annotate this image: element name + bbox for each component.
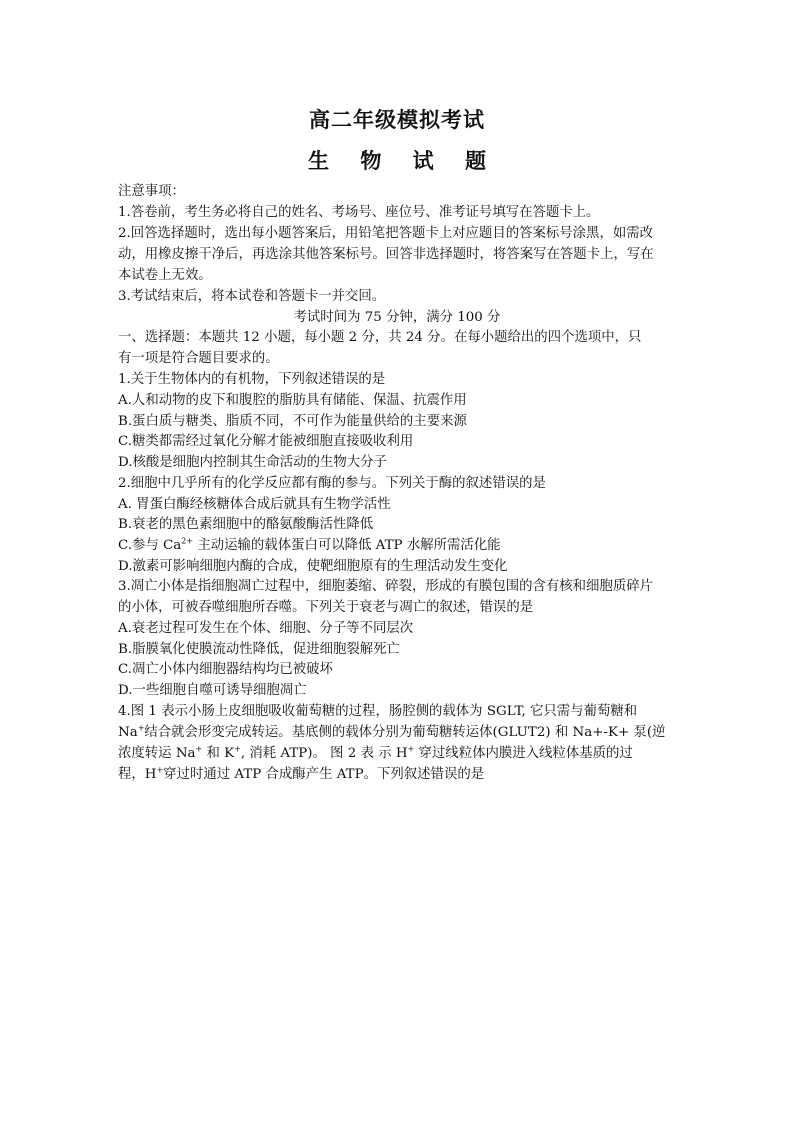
section-1-heading-line-2: 有一项是符合题目要求的。 — [118, 351, 279, 366]
question-2-option-b: B.衰老的黑色素细胞中的酪氨酸酶活性降低 — [118, 517, 374, 532]
question-4-stem-line-4 — [118, 764, 484, 785]
question-1-option-d: D.核酸是细胞内控制其生命活动的生物大分子 — [118, 455, 387, 470]
question-4-stem-line-2 — [118, 722, 665, 743]
question-3-stem-line-2: 的小体，可被吞噬细胞所吞噬。下列关于衰老与凋亡的叙述，错误的是 — [118, 600, 534, 615]
question-1-option-c: C.糖类都需经过氧化分解才能被细胞直接吸收利用 — [118, 434, 414, 449]
section-1-heading-line-1: 一、选择题：本题共 12 小题，每小题 2 分，共 24 分。在每小题给出的四个选项中，只 — [118, 330, 642, 345]
hydrogen-charge: + — [407, 744, 415, 754]
potassium-charge: + — [234, 744, 241, 754]
question-3-option-c: C.凋亡小体内细胞器结构均已被破坏 — [118, 662, 333, 677]
question-2-stem: 2.细胞中几乎所有的化学反应都有酶的参与。下列关于酶的叙述错误的是 — [118, 476, 546, 491]
question-3-option-a: A.衰老过程可发生在个体、细胞、分子等不同层次 — [118, 621, 414, 636]
question-4-stem-line-1: 4.图 1 表示小肠上皮细胞吸收葡萄糖的过程，肠腔侧的载体为 SGLT, 它只需与葡萄糖和 — [118, 704, 638, 719]
notice-item-3: 3.考试结束后，将本试卷和答题卡一并交回。 — [118, 289, 386, 304]
q4-l3-text-b: 和 K — [202, 746, 235, 761]
sodium-charge: + — [137, 723, 145, 733]
question-1-option-a: A.人和动物的皮下和腹腔的脂肪具有储能、保温、抗震作用 — [118, 393, 467, 408]
sodium-charge: + — [195, 744, 203, 754]
hydrogen-charge: + — [156, 765, 164, 775]
subject-title: 生 物 试 题 — [308, 148, 498, 173]
question-3-option-d: D.一些细胞自噬可诱导细胞凋亡 — [118, 683, 307, 698]
exam-info: 考试时间为 75 分钟，满分 100 分 — [293, 310, 501, 325]
q4-l3-text-c: , 消耗 ATP)。 图 2 表 示 H — [240, 746, 408, 761]
q4-l3-text-d: 穿过线粒体内膜进入线粒体基质的过 — [414, 746, 633, 761]
option-c-text-1: C.参与 Ca — [118, 538, 182, 553]
q4-l2-text-a: Na — [118, 725, 138, 740]
notice-item-2-line-3: 本试卷上无效。 — [118, 268, 212, 283]
notice-item-2-line-2: 动，用橡皮擦干净后，再选涂其他答案标号。回答非选择题时，将答案写在答题卡上，写在 — [118, 247, 654, 262]
q4-l2-text-b: 结合就会形变完成转运。基底侧的载体分别为葡萄糖转运体(GLUT2) 和 Na+-K+ 泵(逆 — [144, 725, 666, 740]
question-1-stem: 1.关于生物体内的有机物，下列叙述错误的是 — [118, 372, 386, 387]
option-c-text-2: 主动运输的载体蛋白可以降低 ATP 水解所需活化能 — [193, 538, 501, 553]
notice-item-2-line-1: 2.回答选择题时，选出每小题答案后，用铅笔把答题卡上对应题目的答案标号涂黑，如需改 — [118, 226, 654, 241]
question-1-option-b: B.蛋白质与糖类、脂质不同，不可作为能量供给的主要来源 — [118, 414, 467, 429]
q4-l4-text-b: 穿过时通过 ATP 合成酶产生 ATP。下列叙述错误的是 — [163, 767, 485, 782]
question-2-option-a: A. 胃蛋白酶经核糖体合成后就具有生物学活性 — [118, 497, 391, 512]
q4-l3-text-a: 浓度转运 Na — [118, 746, 196, 761]
question-3-option-b: B.脂膜氧化使膜流动性降低，促进细胞裂解死亡 — [118, 642, 400, 657]
exam-title: 高二年级模拟考试 — [309, 107, 485, 132]
q4-l4-text-a: 程，H — [118, 767, 157, 782]
question-2-option-d: D.激素可影响细胞内酶的合成，使靶细胞原有的生理活动发生变化 — [118, 559, 508, 574]
question-2-option-c — [118, 535, 501, 556]
question-4-stem-line-3 — [118, 743, 633, 764]
notice-item-1: 1.答卷前，考生务必将自己的姓名、考场号、座位号、准考证号填写在答题卡上。 — [118, 205, 600, 220]
calcium-charge: 2+ — [181, 536, 194, 546]
question-3-stem-line-1: 3.凋亡小体是指细胞凋亡过程中，细胞萎缩、碎裂，形成的有膜包围的含有核和细胞质碎片 — [118, 579, 654, 594]
notice-heading: 注意事项： — [118, 184, 185, 199]
